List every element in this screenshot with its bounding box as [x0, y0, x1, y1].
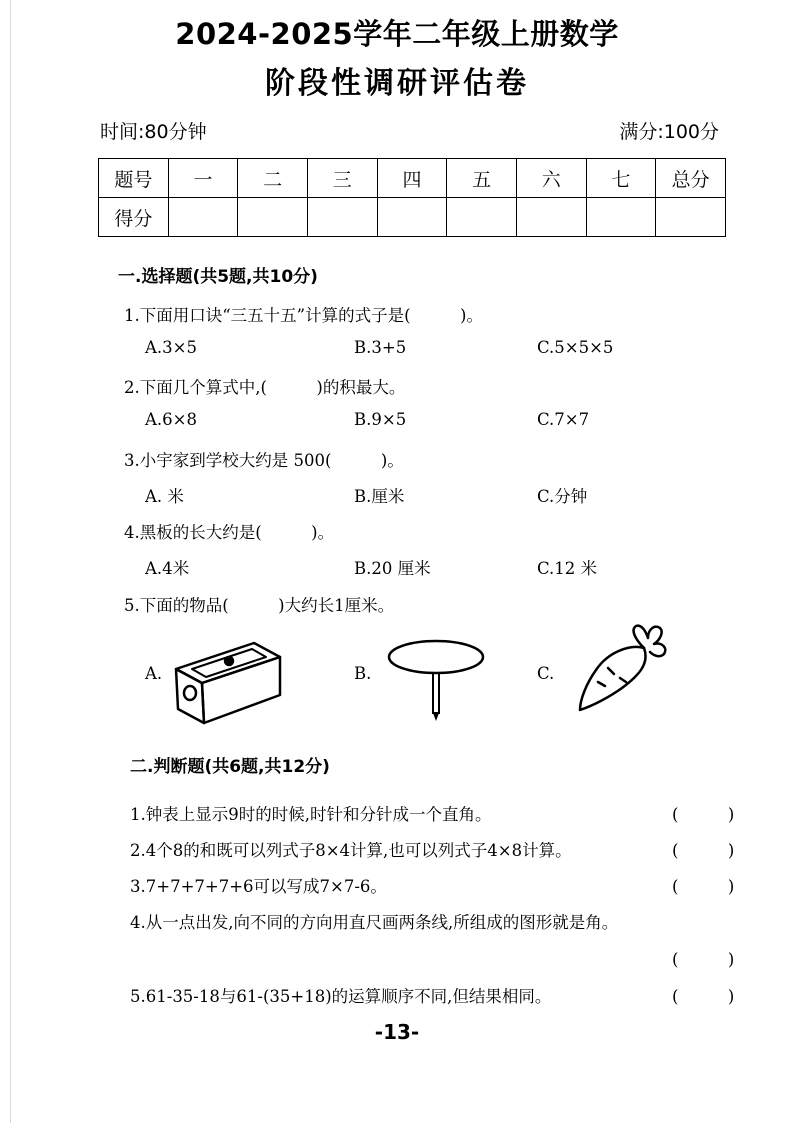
score-table-score-row [99, 198, 726, 237]
answer-parentheses: ( ) [672, 841, 735, 860]
exam-title: 2024-2025学年二年级上册数学 [175, 17, 619, 51]
exam-full-score: 满分:100分 [619, 121, 719, 143]
option-b: B.20 厘米 [354, 559, 431, 578]
score-blank-cell [516, 198, 586, 237]
score-table-header-row [99, 159, 726, 198]
judgment-question: 5.61-35-18与61-(35+18)的运算顺序不同,但结果相同。 [130, 987, 552, 1006]
score-table-cell: 题号 [99, 159, 169, 198]
question-text: 5.下面的物品( )大约长1厘米。 [124, 596, 395, 615]
exam-time: 时间:80分钟 [100, 121, 207, 143]
score-blank-cell [168, 198, 238, 237]
option-a: A. [145, 664, 163, 683]
score-table-cell: 三 [307, 159, 377, 198]
score-blank-cell [447, 198, 517, 237]
judgment-question: 3.7+7+7+7+6可以写成7×7-6。 [130, 877, 387, 896]
pushpin-picture [386, 637, 486, 723]
score-blank-cell [307, 198, 377, 237]
answer-parentheses: ( ) [672, 950, 735, 969]
option-a: A.6×8 [145, 410, 197, 429]
score-blank-cell [656, 198, 726, 237]
judgment-question: 1.钟表上显示9时的时候,时针和分针成一个直角。 [130, 805, 492, 824]
judgment-question: 2.4个8的和既可以列式子8×4计算,也可以列式子4×8计算。 [130, 841, 572, 860]
score-table-cell: 总分 [656, 159, 726, 198]
option-a: A.4米 [145, 559, 190, 578]
score-table-cell: 得分 [99, 198, 169, 237]
score-table-cell: 四 [377, 159, 447, 198]
option-b: B. [354, 664, 372, 683]
pencil-sharpener-picture [172, 635, 284, 727]
option-c: C.分钟 [537, 487, 588, 506]
answer-parentheses: ( ) [672, 877, 735, 896]
option-b: B.9×5 [354, 410, 407, 429]
option-c: C.12 米 [537, 559, 598, 578]
carrot-picture [574, 622, 670, 714]
exam-subtitle: 阶段性调研评估卷 [265, 66, 529, 101]
page-number: -13- [374, 1020, 420, 1044]
option-c: C.7×7 [537, 410, 590, 429]
option-a: A. 米 [145, 487, 184, 506]
option-b: B.3+5 [354, 338, 407, 357]
option-c: C.5×5×5 [537, 338, 614, 357]
section2-title: 二.判断题(共6题,共12分) [130, 757, 330, 777]
score-table-cell: 一 [168, 159, 238, 198]
question-text: 1.下面用口诀“三五十五”计算的式子是( )。 [124, 306, 483, 325]
score-table [98, 158, 726, 237]
question-text: 3.小宇家到学校大约是 500( )。 [124, 451, 404, 470]
answer-parentheses: ( ) [672, 987, 735, 1006]
question-text: 4.黑板的长大约是( )。 [124, 523, 335, 542]
score-table-cell: 二 [238, 159, 308, 198]
score-blank-cell [377, 198, 447, 237]
page-edge-line [10, 0, 11, 1123]
option-a: A.3×5 [145, 338, 197, 357]
score-table-cell: 五 [447, 159, 517, 198]
section1-title: 一.选择题(共5题,共10分) [118, 267, 318, 287]
score-blank-cell [238, 198, 308, 237]
score-blank-cell [586, 198, 656, 237]
score-table-cell: 七 [586, 159, 656, 198]
option-b: B.厘米 [354, 487, 405, 506]
option-c: C. [537, 664, 555, 683]
answer-parentheses: ( ) [672, 805, 735, 824]
judgment-question: 4.从一点出发,向不同的方向用直尺画两条线,所组成的图形就是角。 [130, 913, 619, 932]
score-table-cell: 六 [516, 159, 586, 198]
question-text: 2.下面几个算式中,( )的积最大。 [124, 378, 406, 397]
